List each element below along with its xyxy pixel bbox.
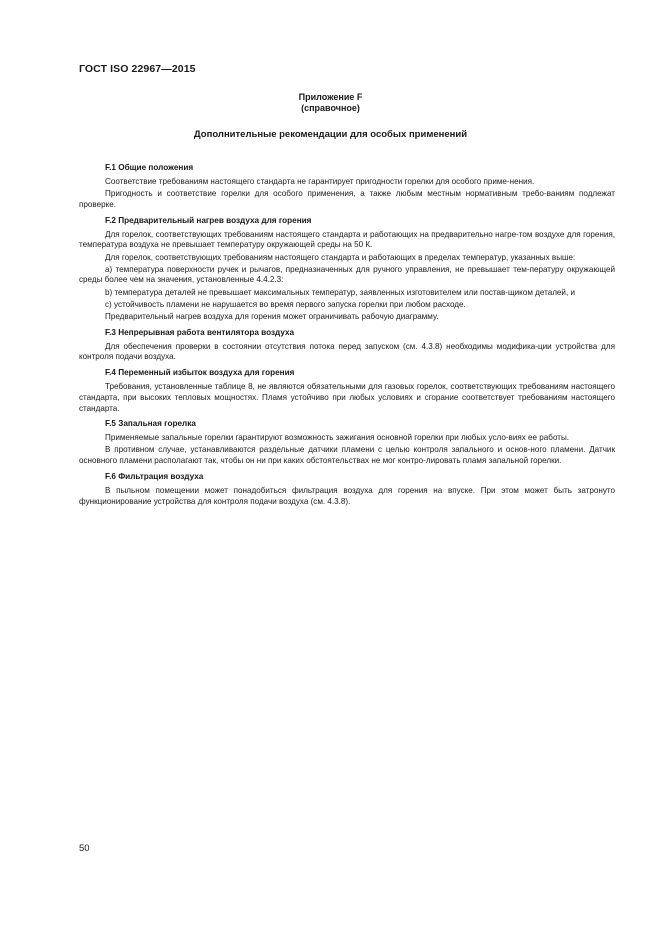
document-id: ГОСТ ISO 22967—2015: [79, 63, 196, 75]
document-body: [79, 158, 615, 509]
section-f2: [79, 215, 615, 323]
section-heading: F.6 Фильтрация воздуха: [105, 471, 204, 481]
paragraph: Для обеспечения проверки в состоянии отсутствия потока перед запуском (см. 4.3.8) необходимы модифика-ции устройства для контроля подачи воздуха.: [79, 341, 615, 362]
annex-label-block: [0, 92, 661, 114]
paragraph: Применяемые запальные горелки гарантируют возможность зажигания основной горелки при любых усло-виях ее работы.: [105, 433, 570, 443]
section-f5: [79, 418, 615, 467]
section-heading: F.1 Общие положения: [105, 163, 194, 172]
paragraph: Требования, установленные таблице 8, не являются обязательными для газовых горелок, соответствующих требованиям настоящего стандарта, при высоких тепловых мощностях. Пламя устойчиво при любых условиях и сгорание соответствует требованиям настоящего стандарта.: [79, 382, 615, 413]
section-heading: F.2 Предварительный нагрев воздуха для горения: [105, 215, 312, 225]
section-f6: [79, 471, 615, 507]
paragraph: В противном случае, устанавливаются раздельные датчики пламени с целью контроля запального и основ-ного пламени. Датчик основного пламени располагают так, чтобы он ни при каких обстоятельствах не мог контро-лировать пламя запальной горелки.: [79, 445, 615, 466]
annex-label: Приложение F: [298, 92, 363, 102]
annex-type: (справочное): [301, 103, 360, 113]
annex-title: Дополнительные рекомендации для особых применений: [193, 129, 468, 140]
section-heading: F.4 Переменный избыток воздуха для горения: [105, 368, 295, 378]
paragraph: Для горелок, соответствующих требованиям настоящего стандарта и работающих на предварительно нагре-том воздухе для горения, температура воздуха не превышает температуру окружающей среды на 50 К.: [79, 229, 615, 250]
section-f3: [79, 327, 615, 363]
paragraph: Соответствие требованиям настоящего стандарта не гарантирует пригодности горелки для особого приме-нения.: [105, 177, 535, 186]
paragraph: Предварительный нагрев воздуха для горения может ограничивать рабочую диаграмму.: [105, 312, 439, 322]
list-item: с) устойчивость пламени не нарушается во время первого запуска горелки при любом расходе.: [105, 299, 466, 309]
paragraph: Пригодность и соответствие горелки для особого применения, а также любым местным нормативным требо-ваниям подлежат проверке.: [79, 189, 615, 209]
section-heading: F.3 Непрерывная работа вентилятора воздуха: [105, 327, 295, 337]
list-item: а) температура поверхности ручек и рычагов, предназначенных для ручного управления, не превышает тем-пературу окружающей среды более чем на значения, установленные 4.4.2.3:: [79, 264, 615, 285]
section-heading: F.5 Запальная горелка: [105, 419, 196, 429]
paragraph: В пыльном помещении может понадобиться фильтрация воздуха для горения на впуске. При этом может быть затронуто функционирование устройства для контроля подачи воздуха (см. 4.3.8).: [79, 485, 615, 506]
section-f1: [79, 162, 615, 211]
page-number: 50: [79, 843, 90, 854]
list-item: b) температура деталей не превышает максимальных температур, заявленных изготовителем или постав-щиком деталей, и: [105, 287, 575, 297]
paragraph: Для горелок, соответствующих требованиям настоящего стандарта и работающих в пределах температур, указанных выше:: [105, 252, 576, 262]
section-f4: [79, 367, 615, 414]
